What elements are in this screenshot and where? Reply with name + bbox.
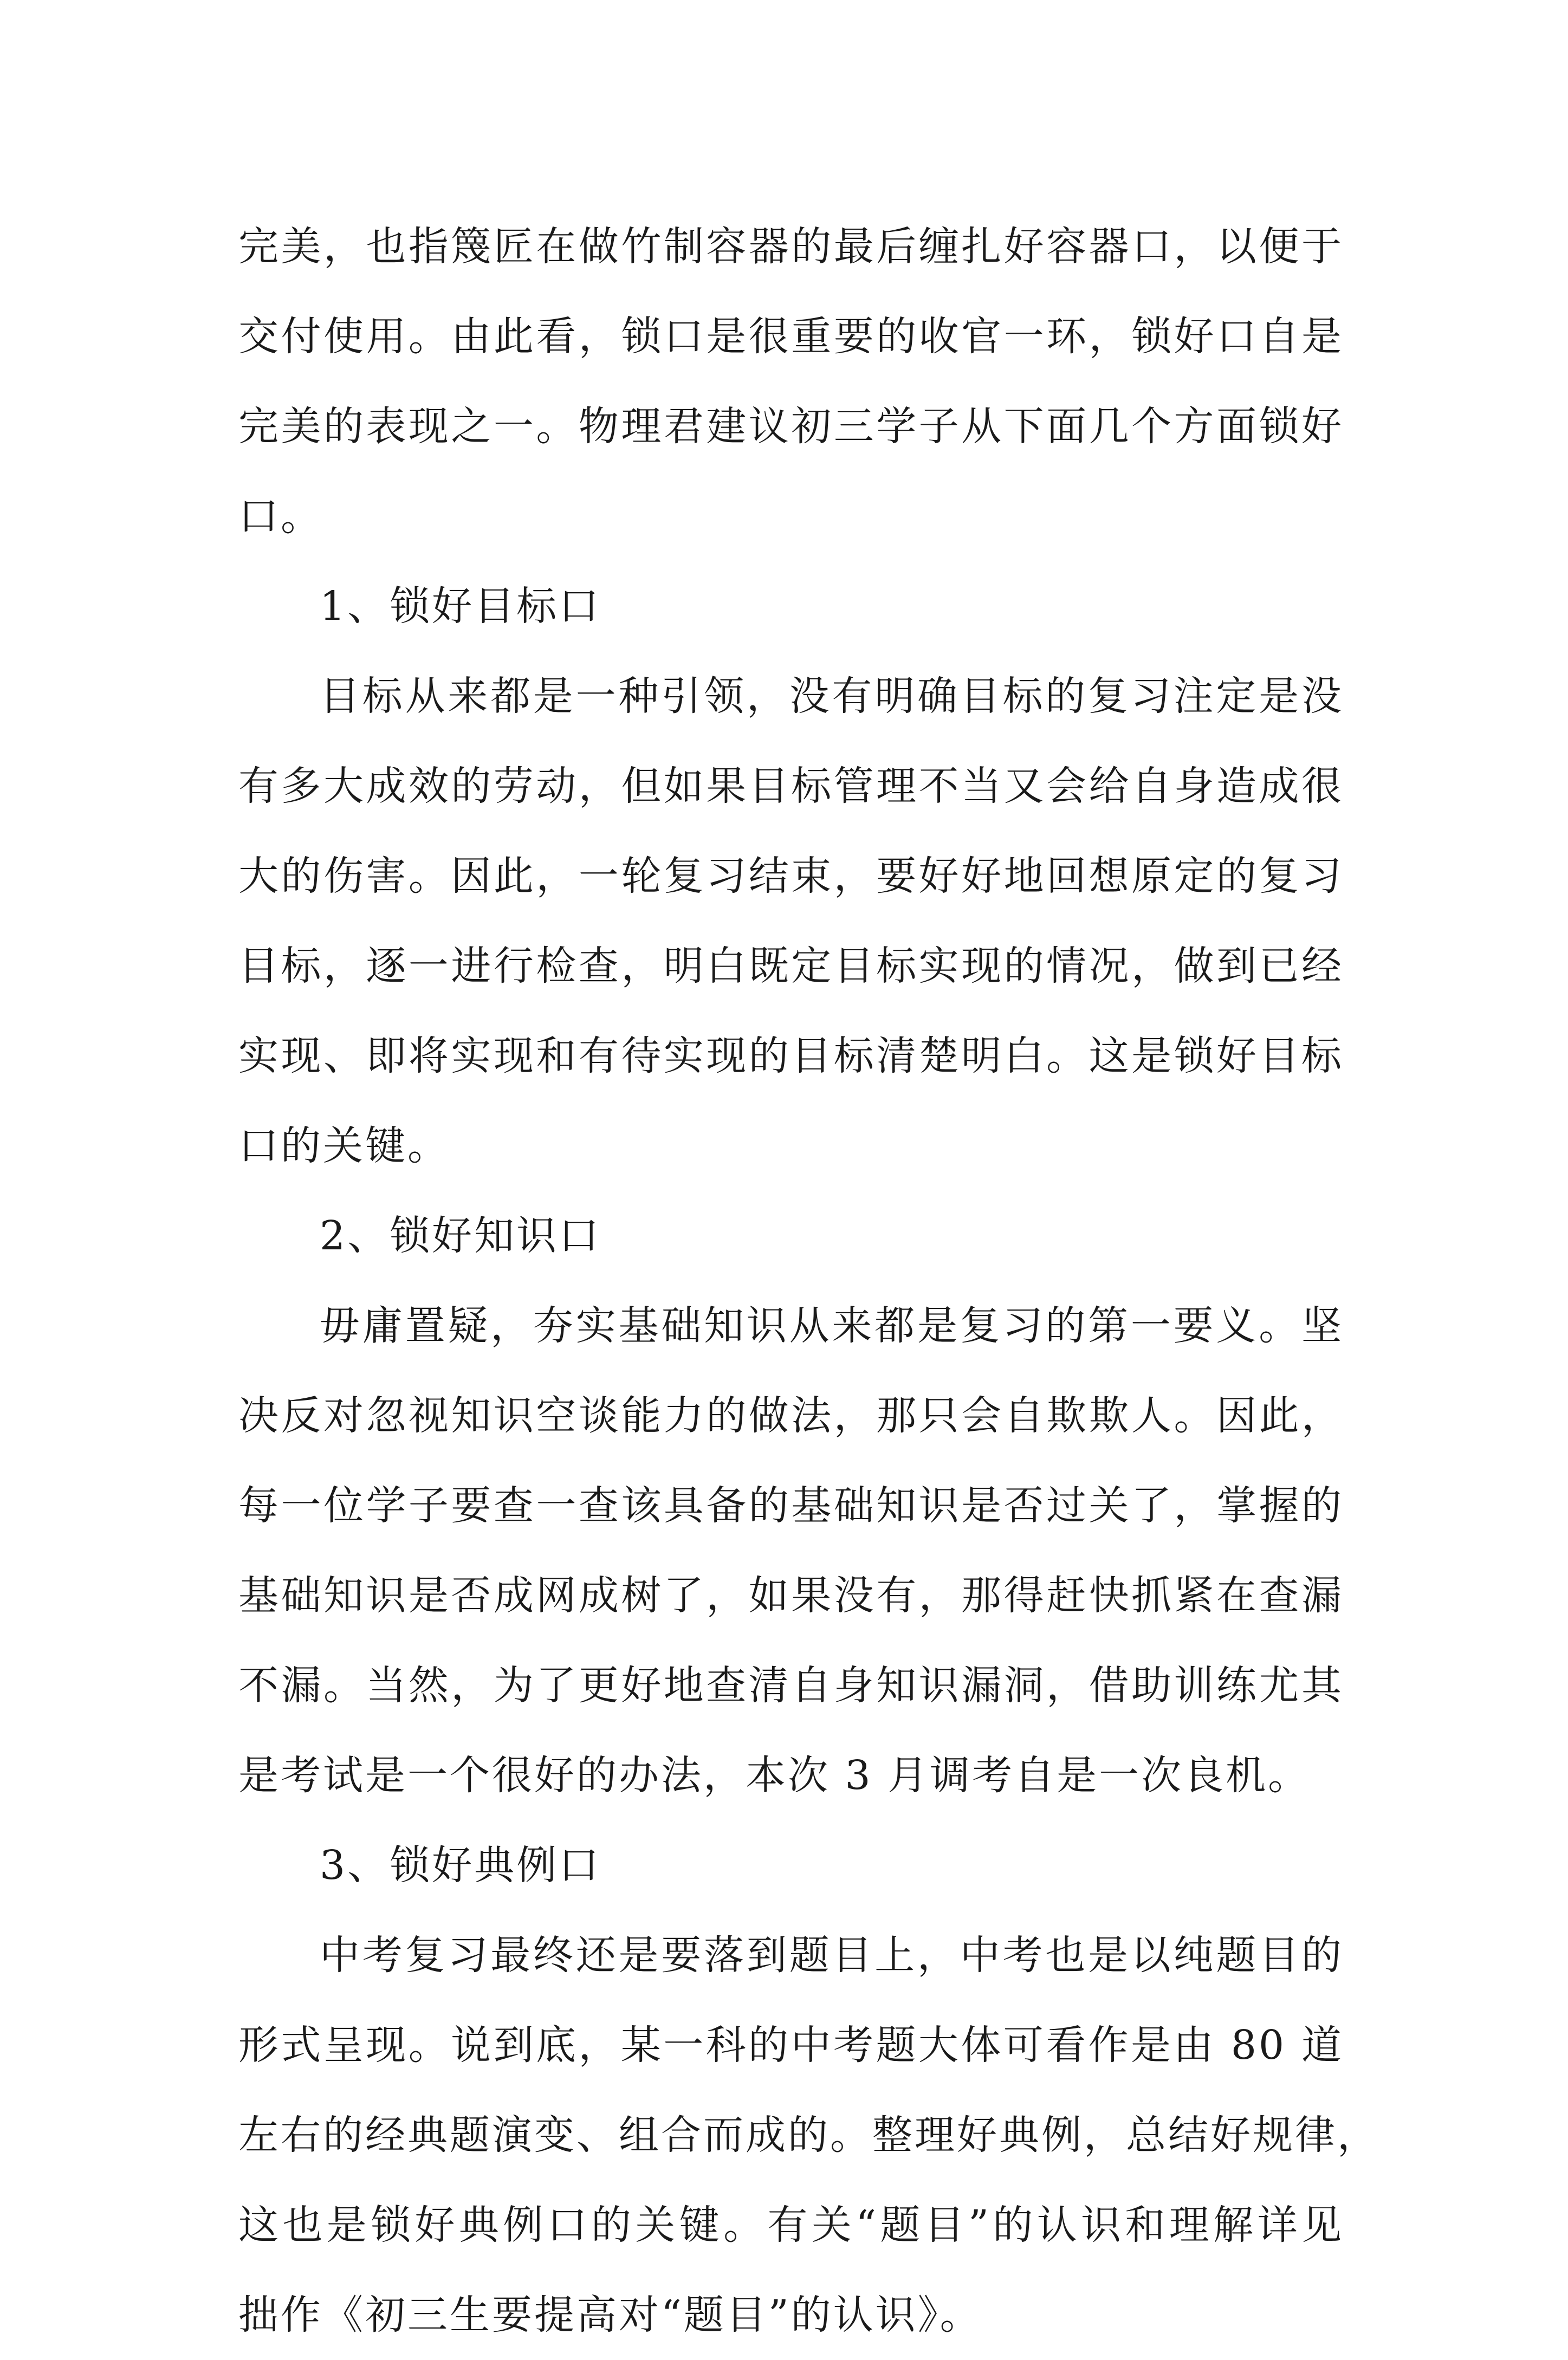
paragraph-line: 左右的经典题演变、组合而成的。整理好典例，总结好规律， — [238, 2112, 1379, 2158]
paragraph-line: 实现、即将实现和有待实现的目标清楚明白。这是锁好目标 — [238, 1033, 1344, 1079]
paragraph-line: 目标从来都是一种引领，没有明确目标的复习注定是没 — [320, 673, 1344, 719]
paragraph-line: 毋庸置疑，夯实基础知识从来都是复习的第一要义。坚 — [320, 1302, 1344, 1349]
section-heading-1: 1、锁好目标口 — [320, 583, 601, 630]
paragraph-line: 口的关键。 — [238, 1123, 450, 1169]
paragraph-line: 完美，也指篾匠在做竹制容器的最后缠扎好容器口，以便于 — [238, 223, 1344, 270]
paragraph-line: 这也是锁好典例口的关键。有关“题目”的认识和理解详见 — [238, 2202, 1344, 2248]
paragraph-line: 有多大成效的劳动，但如果目标管理不当又会给自身造成很 — [238, 763, 1344, 809]
paragraph-line: 目标，逐一进行检查，明白既定目标实现的情况，做到已经 — [238, 943, 1344, 989]
paragraph-line: 基础知识是否成网成树了，如果没有，那得赶快抓紧在查漏 — [238, 1572, 1344, 1619]
paragraph-line: 不漏。当然，为了更好地查清自身知识漏洞，借助训练尤其 — [238, 1662, 1344, 1709]
section-heading-2: 2、锁好知识口 — [320, 1213, 601, 1259]
document-body — [238, 202, 1379, 2360]
section-heading-3: 3、锁好典例口 — [320, 1842, 601, 1889]
paragraph-line: 决反对忽视知识空谈能力的做法，那只会自欺欺人。因此， — [238, 1392, 1344, 1439]
paragraph-line: 完美的表现之一。物理君建议初三学子从下面几个方面锁好 — [238, 403, 1344, 450]
paragraph-line: 大的伤害。因此，一轮复习结束，要好好地回想原定的复习 — [238, 853, 1344, 899]
paragraph-line: 形式呈现。说到底，某一科的中考题大体可看作是由 80 道 — [238, 2022, 1344, 2069]
paragraph-line: 口。 — [238, 493, 323, 540]
paragraph-line: 交付使用。由此看，锁口是很重要的收官一环，锁好口自是 — [238, 313, 1344, 360]
paragraph-line: 拙作《初三生要提高对“题目”的认识》。 — [238, 2292, 982, 2338]
paragraph-line: 是考试是一个很好的办法，本次 3 月调考自是一次良机。 — [238, 1752, 1311, 1799]
paragraph-line: 中考复习最终还是要落到题目上，中考也是以纯题目的 — [320, 1932, 1344, 1979]
paragraph-line: 每一位学子要查一查该具备的基础知识是否过关了，掌握的 — [238, 1482, 1344, 1529]
